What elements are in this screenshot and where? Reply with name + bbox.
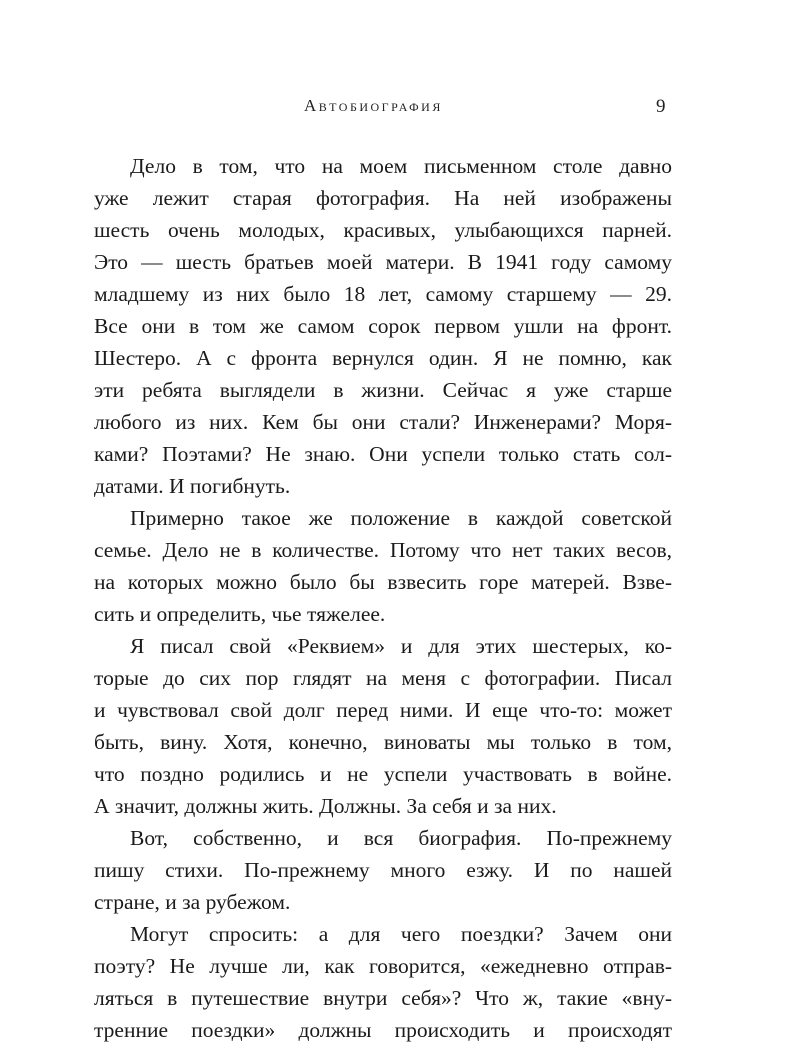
text-line: семье. Дело не в количестве. Потому что нет таких весов, [94, 538, 672, 562]
text-line: торые до сих пор глядят на меня с фотографии. Писал [94, 666, 672, 690]
text-line: любого из них. Кем бы они стали? Инженерами? Моря- [94, 410, 672, 434]
text-line: и чувствовал свой долг перед ними. И еще что-то: может [94, 698, 672, 722]
text-line: шесть очень молодых, красивых, улыбающихся парней. [94, 218, 672, 242]
text-line: Могут спросить: а для чего поездки? Зачем они [130, 922, 672, 946]
text-line: Это — шесть братьев моей матери. В 1941 году самому [94, 250, 672, 274]
text-line: пишу стихи. По-прежнему много езжу. И по нашей [94, 858, 672, 882]
text-line: сить и определить, чье тяжелее. [94, 602, 386, 626]
text-line: Дело в том, что на моем письменном столе давно [130, 154, 672, 178]
text-line: Я писал свой «Реквием» и для этих шестерых, ко- [130, 634, 672, 658]
text-line: ками? Поэтами? Не знаю. Они успели только стать сол- [94, 442, 672, 466]
page-number: 9 [656, 96, 666, 117]
text-line: Шестеро. А с фронта вернулся один. Я не помню, как [94, 346, 672, 370]
text-line: на которых можно было бы взвесить горе матерей. Взве- [94, 570, 672, 594]
text-line: тренние поездки» должны происходить и происходят [94, 1018, 672, 1042]
running-head [0, 96, 800, 120]
text-line: А значит, должны жить. Должны. За себя и за них. [94, 794, 557, 818]
text-line: Примерно такое же положение в каждой советской [130, 506, 672, 530]
text-line: эти ребята выглядели в жизни. Сейчас я уже старше [94, 378, 672, 402]
text-line: быть, вину. Хотя, конечно, виноваты мы только в том, [94, 730, 672, 754]
text-line: младшему из них было 18 лет, самому старшему — 29. [94, 282, 672, 306]
text-line: датами. И погибнуть. [94, 474, 291, 498]
body-text [94, 150, 672, 1046]
text-line: Все они в том же самом сорок первом ушли на фронт. [94, 314, 672, 338]
text-line: что поздно родились и не успели участвовать в войне. [94, 762, 672, 786]
text-line: Вот, собственно, и вся биография. По-прежнему [130, 826, 672, 850]
text-line: уже лежит старая фотография. На ней изображены [94, 186, 672, 210]
text-line: стране, и за рубежом. [94, 890, 291, 914]
text-line: ляться в путешествие внутри себя»? Что ж, такие «вну- [94, 986, 672, 1010]
text-line: поэту? Не лучше ли, как говорится, «ежедневно отправ- [94, 954, 672, 978]
running-title: Автобиография [304, 96, 443, 115]
